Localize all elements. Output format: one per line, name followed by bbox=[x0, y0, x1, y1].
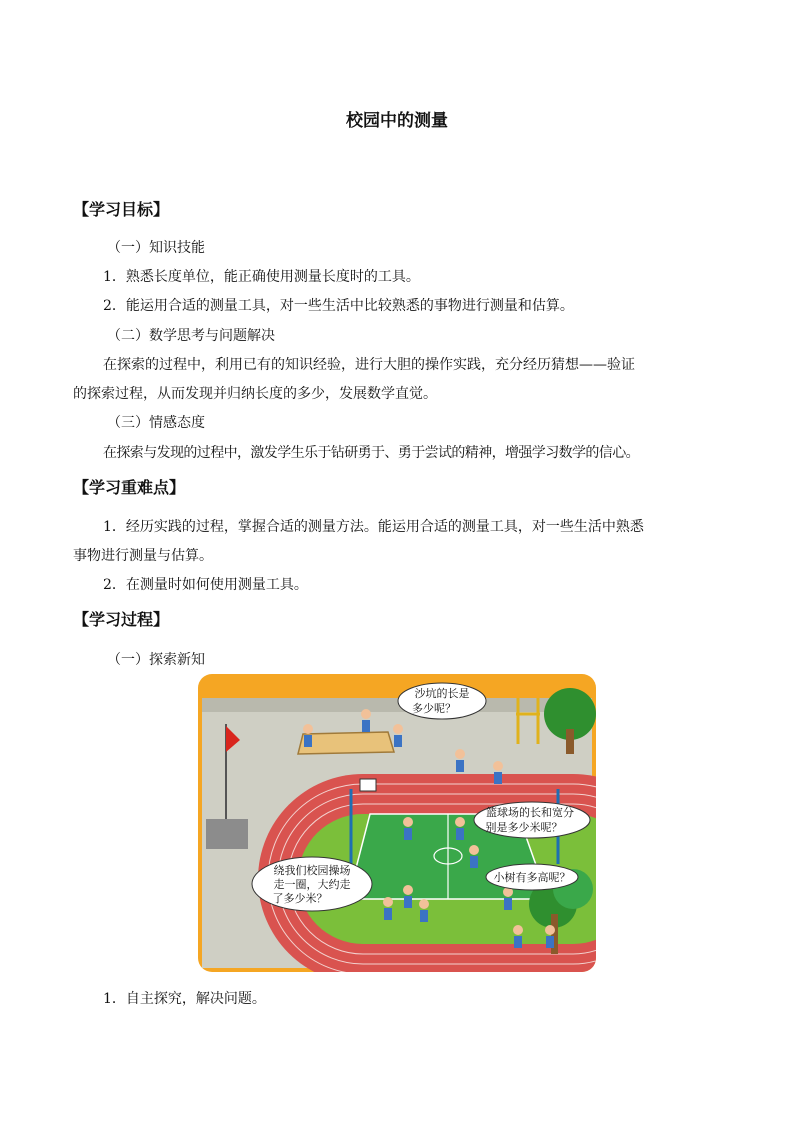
objectives-para1-line2: 的探索过程，从而发现并归纳长度的多少，发展数学直觉。 bbox=[73, 386, 437, 402]
bubble-sandpit bbox=[398, 683, 486, 719]
objectives-para2: 在探索与发现的过程中，激发学生乐于钻研勇于、勇于尝试的精神，增强学习数学的信心。 bbox=[103, 445, 639, 461]
bubble-court bbox=[474, 802, 590, 838]
bubble-sandpit-line1: 沙坑的长是 bbox=[414, 687, 470, 700]
keypoints-item1-line1: 1．经历实践的过程，掌握合适的测量方法。能运用合适的测量工具，对一些生活中熟悉 bbox=[103, 519, 644, 535]
objectives-para1-line1: 在探索的过程中，利用已有的知识经验，进行大胆的操作实践，充分经历猜想——验证 bbox=[103, 357, 635, 373]
heading-keypoints: 【学习重难点】 bbox=[73, 478, 186, 497]
sandpit bbox=[298, 732, 394, 754]
bubble-track bbox=[252, 857, 372, 911]
bubble-track-line2: 走一圈，大约走 bbox=[273, 878, 351, 891]
bubble-tree-text: 小树有多高呢？ bbox=[493, 871, 571, 884]
heading-process: 【学习过程】 bbox=[73, 610, 170, 629]
bubble-tree bbox=[486, 864, 578, 890]
bubble-court-line2: 别是多少米呢？ bbox=[485, 821, 563, 834]
bubble-court-line1: 篮球场的长和宽分 bbox=[486, 806, 574, 819]
bubble-track-line1: 绕我们校园操场 bbox=[273, 864, 351, 877]
bubble-sandpit-line2: 多少呢？ bbox=[412, 702, 456, 715]
page-title: 校园中的测量 bbox=[346, 111, 448, 131]
bubble-track-line3: 了多少米？ bbox=[272, 892, 328, 905]
objectives-item1: 1．熟悉长度单位，能正确使用测量长度时的工具。 bbox=[103, 269, 420, 285]
keypoints-item2: 2．在测量时如何使用测量工具。 bbox=[103, 577, 308, 593]
keypoints-item1-line2: 事物进行测量与估算。 bbox=[73, 548, 213, 564]
heading-objectives: 【学习目标】 bbox=[73, 200, 170, 219]
process-item1: 1．自主探究，解决问题。 bbox=[103, 991, 266, 1007]
objectives-sub2: （二）数学思考与问题解决 bbox=[107, 328, 275, 344]
process-sub1: （一）探索新知 bbox=[107, 652, 205, 668]
objectives-sub1: （一）知识技能 bbox=[107, 240, 205, 256]
schoolyard-illustration bbox=[198, 674, 596, 972]
objectives-sub3: （三）情感态度 bbox=[107, 415, 205, 431]
objectives-item2: 2．能运用合适的测量工具，对一些生活中比较熟悉的事物进行测量和估算。 bbox=[103, 298, 574, 314]
